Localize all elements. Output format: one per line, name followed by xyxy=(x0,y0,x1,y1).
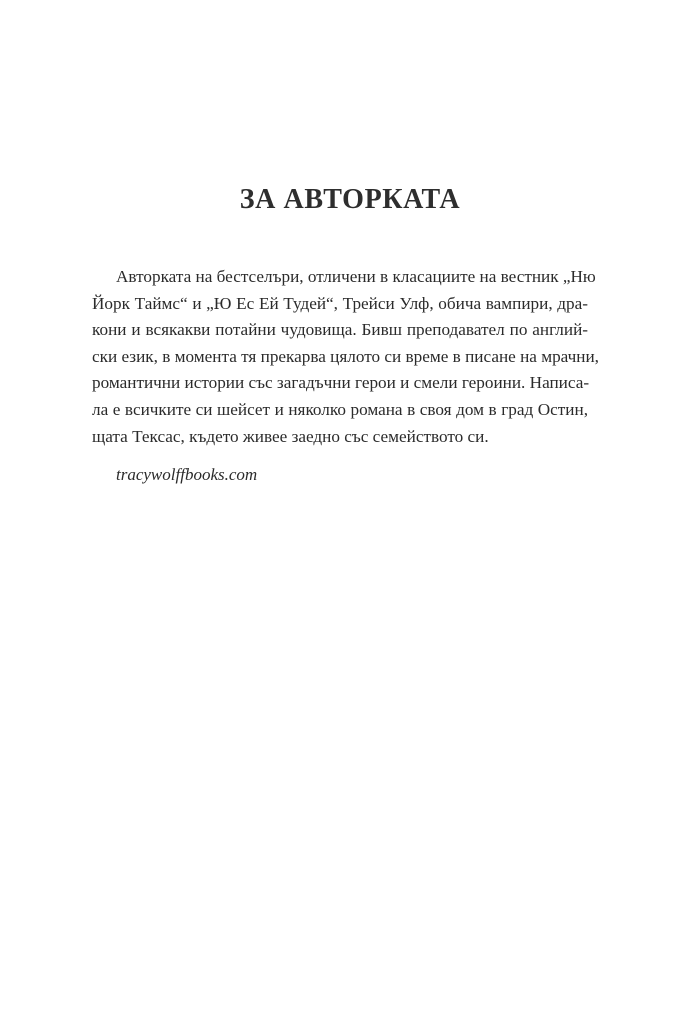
author-bio-paragraph xyxy=(92,264,599,450)
bio-line: Авторката на бестселъри, отличени в класациите на вестник „Ню xyxy=(116,267,596,286)
bio-line: романтични истории със загадъчни герои и смели героини. Написа- xyxy=(92,373,590,393)
page-title: ЗА АВТОРКАТА xyxy=(239,184,461,215)
bio-line: щата Тексас, където живее заедно със семейството си. xyxy=(92,426,489,446)
author-website: tracywolffbooks.com xyxy=(116,465,258,484)
bio-line: Йорк Таймс“ и „Ю Ес Ей Тудей“, Трейси Улф, обича вампири, дра- xyxy=(92,293,588,313)
bio-line: ла е всичките си шейсет и няколко романа в своя дом в град Остин, xyxy=(92,399,588,419)
bio-line: ски език, в момента тя прекарва цялото си време в писане на мрачни, xyxy=(92,346,599,366)
bio-line: кони и всякакви потайни чудовища. Бивш преподавател по англий- xyxy=(92,320,588,340)
